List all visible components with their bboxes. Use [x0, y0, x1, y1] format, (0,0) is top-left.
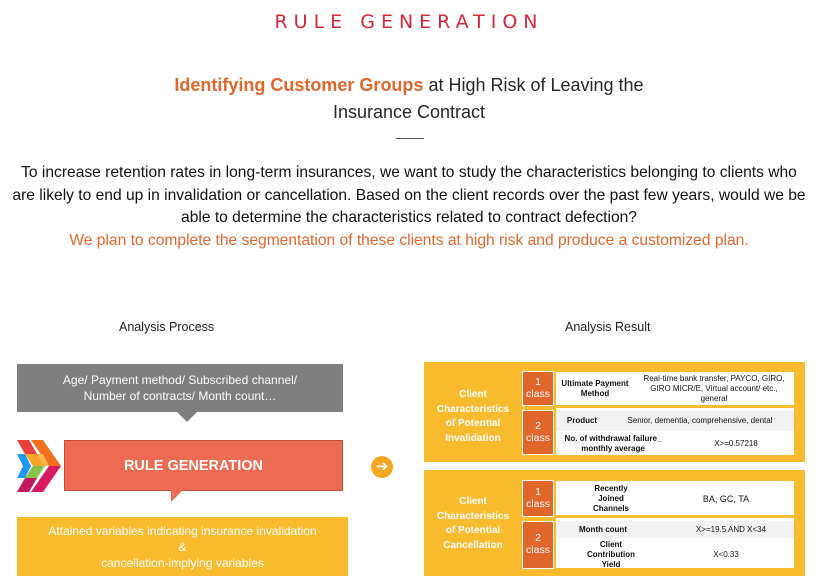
subtitle [100, 72, 718, 126]
attained-variables-box [17, 517, 348, 576]
table-row [556, 539, 794, 569]
cancellation-title [424, 495, 522, 553]
table-row [556, 411, 794, 431]
analysis-process-label: Analysis Process [119, 320, 215, 334]
row-value: Real-time bank transfer, PAYCO, GIRO, GIRO MICR/E, Virtual account/ etc., general [643, 374, 785, 403]
table-row [556, 432, 794, 456]
row-label: Month count [579, 525, 627, 534]
title-line: of Potential [445, 525, 501, 536]
rule-generation-box [64, 440, 343, 491]
output-line1: Attained variables indicating insurance invalidation [48, 524, 317, 538]
subtitle-rest: at High Risk of Leaving the [423, 75, 644, 95]
row-label: No. of withdrawal failure_ monthly average [564, 434, 662, 453]
chevron-arrow-logo-icon [17, 440, 61, 492]
title-line: Client [459, 389, 487, 400]
class-2-tag [522, 521, 554, 569]
class-number: 1 [535, 486, 541, 498]
table-row [556, 372, 794, 408]
rule-generation-label: RULE GENERATION [123, 457, 264, 474]
invalidation-title [424, 388, 522, 446]
class-2-tag [522, 410, 554, 455]
intro-emphasis: We plan to complete the segmentation of these clients at high risk and produce a customized plan. [69, 231, 749, 249]
intro-body: To increase retention rates in long-term insurances, we want to study the characteristics belonging to clients who are likely to end up in invalidation or cancellation. Based on the client records over the past few years, would we be able to determine the characteristics related to contract defection? [12, 164, 806, 226]
cancellation-panel [424, 470, 805, 576]
row-value: Senior, dementia, comprehensive, dental [627, 416, 773, 425]
class-number: 2 [535, 532, 541, 544]
table-row [556, 481, 794, 518]
row-label: Client Contribution Yield [587, 540, 635, 569]
row-label: Product [566, 416, 598, 425]
output-line3: cancellation-implying variables [101, 556, 264, 570]
divider [396, 138, 424, 139]
subtitle-line2: Insurance Contract [332, 102, 486, 122]
intro-paragraph [8, 162, 810, 252]
title-line: of Potential [445, 418, 501, 429]
page-title: RULE GENERATION [274, 11, 544, 33]
class-number: 2 [535, 420, 541, 432]
row-value: X>=19.5 AND X<34 [695, 525, 767, 534]
class-number: 1 [535, 376, 541, 388]
output-line2: & [178, 540, 187, 554]
row-label: Recently Joined Channels [592, 484, 629, 513]
arrow-right-circle-icon: ➔ [371, 456, 393, 478]
title-line: Cancellation [443, 539, 503, 551]
title-line: Characteristics [436, 510, 510, 522]
input-variables-box [17, 364, 343, 412]
row-value: X<0.33 [713, 550, 739, 559]
input-line1: Age/ Payment method/ Subscribed channel/ [62, 373, 298, 387]
invalidation-rows [555, 371, 795, 456]
invalidation-panel [424, 362, 805, 462]
title-line: Characteristics [436, 403, 510, 415]
class-word: class [526, 498, 550, 510]
class-1-tag [522, 480, 554, 517]
class-word: class [526, 544, 550, 556]
class-word: class [526, 432, 550, 444]
cancellation-rows [555, 480, 795, 569]
class-1-tag [522, 371, 554, 406]
row-value: BA, GC, TA [702, 494, 750, 504]
title-line: Client [459, 496, 487, 507]
row-label: Ultimate Payment Method [561, 379, 629, 398]
row-value: X>=0.57218 [714, 439, 758, 448]
input-line2: Number of contracts/ Month count… [83, 389, 277, 403]
analysis-result-label: Analysis Result [565, 320, 651, 334]
class-word: class [526, 388, 550, 400]
table-row [556, 521, 794, 538]
title-line: Invalidation [445, 432, 501, 444]
subtitle-highlight: Identifying Customer Groups [174, 75, 424, 95]
